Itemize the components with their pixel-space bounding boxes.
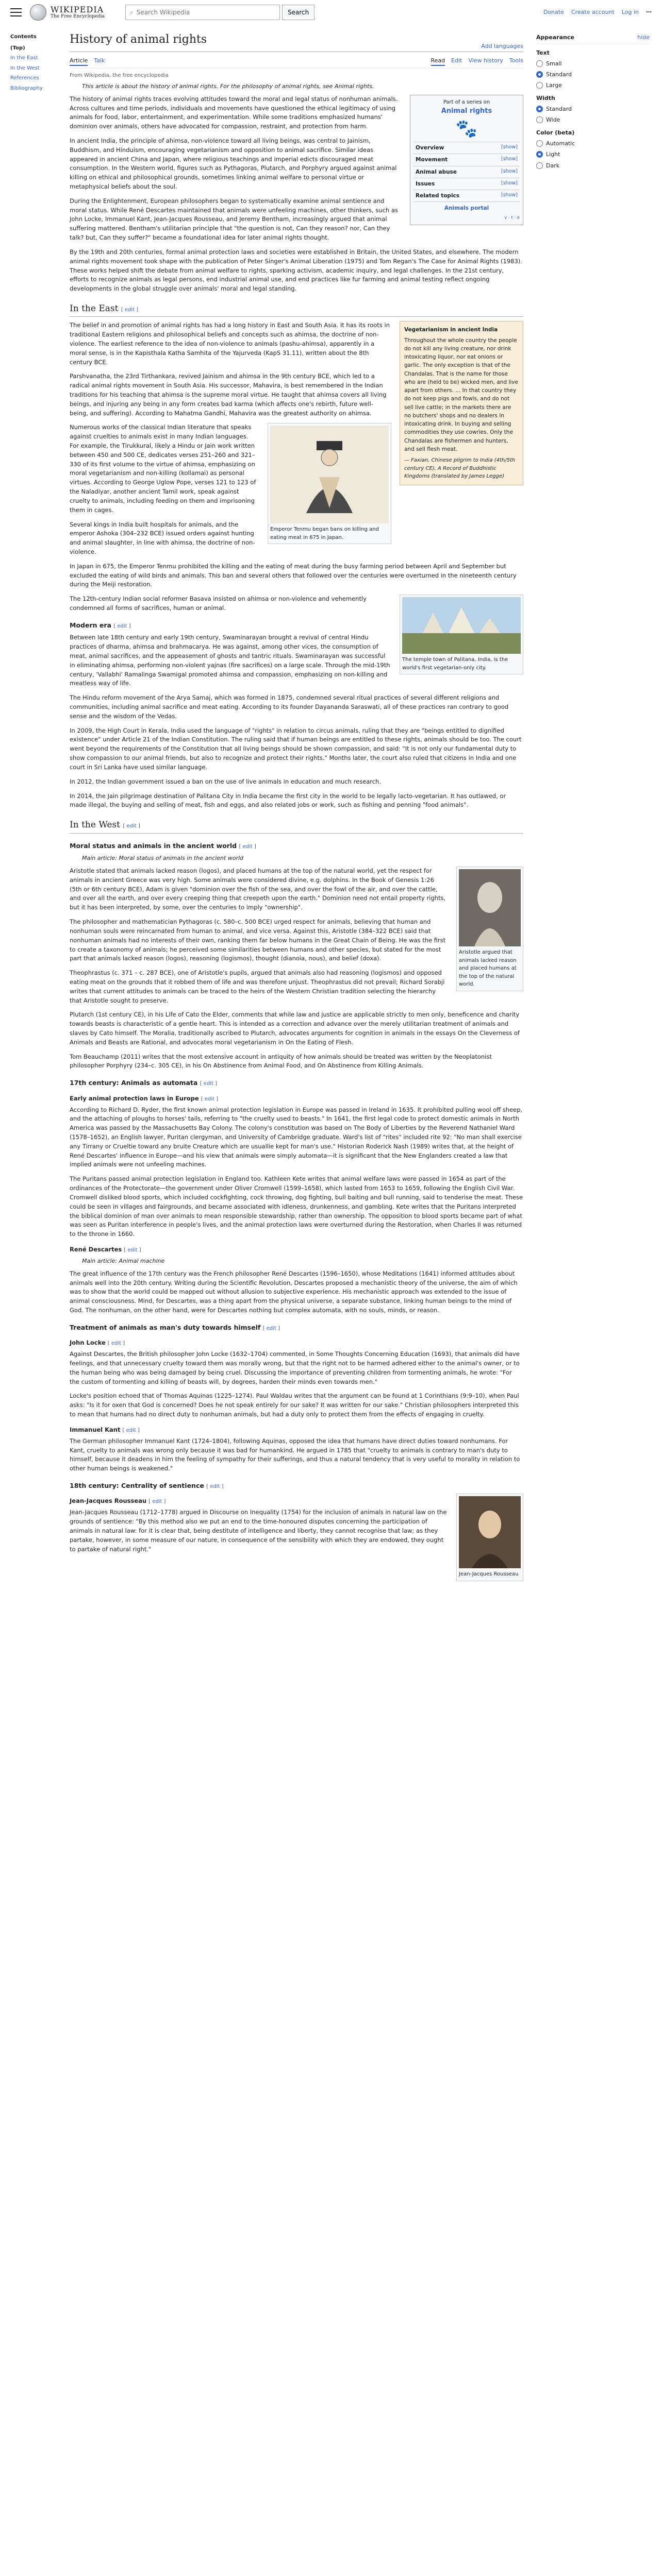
- edit-section-link[interactable]: edit: [266, 1325, 276, 1331]
- body-paragraph: In 2012, the Indian government issued a ban on the use of live animals in education and much research.: [70, 777, 381, 785]
- figure-caption: Jean-Jacques Rousseau: [459, 1571, 519, 1578]
- intro-paragraph: By the 19th and 20th centuries, formal animal protection laws and societies were established in Britain, the United States, and elsewhere. The modern animal rights movement took shape with the publication of Peter Singer's Animal Liberation (1975) and Tom Regan's The Case for Animal Rights (1983). These works helped shift the debate from animal welfare to rights, sparking activism, academic inquiry, and legal challenges. In the 21st century, efforts to recognize animals as legal persons, end industrial animal use, and end practices like fur farming and animal testing reflect ongoing developments in the global struggle over animals' moral and legal standing.: [70, 248, 522, 293]
- infobox-row-animal-abuse[interactable]: Animal abuse [show]: [413, 166, 520, 178]
- quote-box-vegetarianism: [400, 321, 523, 485]
- hatnote: This article is about the history of animal rights. For the philosophy of animal rights, see Animal rights.: [82, 82, 374, 90]
- tab-edit[interactable]: Edit: [451, 57, 462, 64]
- subsection-heading-duty: Treatment of animals as man's duty towards himself [ edit ]: [70, 1323, 280, 1331]
- color-label: Color (beta): [536, 129, 575, 137]
- body-paragraph: Tom Beauchamp (2011) writes that the most extensive account in antiquity of how animals should be treated was written by the Neoplatonist philosopher Porphyry (234–c. 305 CE), in his On Abstinence from Animal Food, and On Abstinence from Killing Animals.: [70, 1053, 492, 1070]
- subsection-heading-ancient: Moral status and animals in the ancient world [ edit ]: [70, 841, 256, 850]
- width-standard[interactable]: Standard: [536, 105, 650, 113]
- search-box[interactable]: [125, 5, 280, 20]
- text-size-small[interactable]: Small: [536, 59, 650, 68]
- main-article-note: Main article: Animal machine: [82, 1257, 165, 1264]
- width-label: Width: [536, 95, 555, 102]
- subsection-heading-modern-era: Modern era [ edit ]: [70, 621, 131, 629]
- edit-section-link[interactable]: edit: [111, 1341, 122, 1347]
- subsection-heading-17th-century: 17th century: Animals as automata [ edit ]: [70, 1079, 218, 1087]
- edit-section-link[interactable]: edit: [152, 1499, 162, 1505]
- donate-link[interactable]: Donate: [543, 9, 564, 16]
- body-paragraph: In 2014, the Jain pilgrimage destination of Palitana City in India became the first city in the world to be legally lacto-vegetarian. It has outlawed, or made illegal, the buying and selling of meat, fish and eggs, and also related jobs or work, such as fishing and penning "food animals".: [70, 792, 506, 809]
- tab-talk[interactable]: Talk: [94, 57, 105, 64]
- toc-item-east[interactable]: In the East: [10, 55, 38, 61]
- search-button[interactable]: Search: [282, 5, 315, 20]
- page-tabs: [70, 56, 523, 69]
- figure-emperor-tenmu: [268, 423, 391, 544]
- appearance-panel: [536, 33, 650, 172]
- edit-section-link[interactable]: edit: [127, 1247, 138, 1253]
- figure-caption: Emperor Tenmu began bans on killing and eating meat in 675 in Japan.: [270, 527, 379, 540]
- edit-section-link[interactable]: edit: [204, 1096, 215, 1102]
- body-paragraph: Against Descartes, the British philosopher John Locke (1632–1704) commented, in Some Thoughts Concerning Education (1693), that animals did have feelings, and that unnecessary cruelty toward them was morally wrong, but that the right not to be harmed adhered either to the animal's owner, or to the human being who was being damaged by being cruel. Discussing the importance of preventing children from tormenting animals, he wrote: "For the custom of tormenting and killing of beasts will, by degrees, harden their minds even towards men.": [70, 1350, 520, 1385]
- subsubsection-heading: John Locke [ edit ]: [70, 1339, 125, 1347]
- width-wide[interactable]: Wide: [536, 115, 650, 124]
- figure-caption: The temple town of Palitana, India, is the world's first vegetarian-only city.: [402, 657, 508, 671]
- infobox: [410, 95, 523, 225]
- body-paragraph: Aristotle stated that animals lacked reason (logos), and placed humans at the top of the natural world, yet the respect for animals in ancient Greece was very high. Some animals were considered divine, e.g. dolphins. In the Book of Genesis 1:26 (5th or 6th century BCE), Adam is given "dominion over the fish of the sea, and over the fowl of the air, and over the cattle, and over all the earth, and over every creeping thing that creepeth upon the earth." Dominion need not entail property rights, but it has been interpreted, by some, over the centuries to imply "ownership".: [70, 867, 446, 911]
- add-languages-button[interactable]: Add languages: [481, 43, 523, 50]
- edit-section-link[interactable]: edit: [117, 623, 127, 629]
- edit-section-link[interactable]: edit: [124, 307, 135, 313]
- body-paragraph: Locke's position echoed that of Thomas Aquinas (1225–1274). Paul Waldau writes that the argument can be found at 1 Corinthians (9:9–10), when Paul asks: "Is it for oxen that God is concerned? Does he not speak entirely for our sake? It was written for our sake." Christian philosophers interpreted this to mean that humans had no direct duty to nonhuman animals, but had a duty only to protect them from the effects of engaging in cruelty.: [70, 1392, 519, 1418]
- body-paragraph: Between late 18th century and early 19th century, Swaminarayan brought a revival of central Hindu practices of dharma, ahimsa and brahmacarya. He was against, among other vices, the consumption of meat, animal sacrifices, and the appeasement of ghosts and tantric rituals. Swaminarayan was successful in eliminating ahimsa, performing non-violent yajnas (fire sacrifices) on a large scale. Through the mid-19th century, 'Vallabhi' Ramalinga Swamigal promoted ahimsa and compassion, emphasizing on non-killing and meatless way of life.: [70, 634, 390, 687]
- infobox-vte[interactable]: v · t · e: [504, 215, 520, 221]
- body-paragraph: In Japan in 675, the Emperor Tenmu prohibited the killing and the eating of meat during the busy farming period between April and September but excluded the eating of wild birds and animals. This ban and several others that followed over the centuries were overturned in the nineteenth century during the Meiji restoration.: [70, 562, 517, 588]
- quote-box-title: Vegetarianism in ancient India: [404, 327, 498, 333]
- toc-item-top[interactable]: (Top): [10, 45, 25, 51]
- subsubsection-heading: Jean-Jacques Rousseau [ edit ]: [70, 1497, 166, 1505]
- logo-title: WIKIPEDIA: [51, 5, 104, 15]
- body-paragraph: Parshvanatha, the 23rd Tirthankara, revived Jainism and ahimsa in the 9th century BCE, which led to a radical animal rights movement in South Asia. His successor, Mahavira, is best remembered in the Indian traditions for his teaching that ahimsa is the supreme moral virtue. He taught that ahimsa covers all living beings, and injuring any being in any form creates bad karma (which affects one's rebirth, future well-being, and suffering). According to Mahatma Gandhi, Mahavira was the greatest authority on ahimsa.: [70, 372, 387, 417]
- infobox-row-overview[interactable]: Overview [show]: [413, 142, 520, 154]
- globe-icon: [30, 4, 46, 21]
- more-options-icon[interactable]: ⋯: [646, 9, 652, 16]
- body-paragraph: The Hindu reform movement of the Arya Samaj, which was formed in 1875, condemned several ritual practices of several different religions and communities, including animal sacrifice and meat eating. According to its founder Dayananda Saraswati, all of these practices ran contrary to good sense and the wisdom of the Vedas.: [70, 694, 509, 720]
- text-size-large[interactable]: Large: [536, 81, 650, 90]
- table-of-contents: [10, 33, 62, 94]
- edit-section-link[interactable]: edit: [242, 843, 253, 850]
- emperor-tenmu-image[interactable]: [270, 426, 389, 523]
- infobox-row-issues[interactable]: Issues [show]: [413, 178, 520, 190]
- main-article-note: Main article: Moral status of animals in the ancient world: [82, 855, 244, 861]
- menu-icon[interactable]: [10, 8, 22, 16]
- text-size-standard[interactable]: Standard: [536, 70, 650, 79]
- text-size-label: Text: [536, 49, 550, 57]
- body-paragraph: Several kings in India built hospitals for animals, and the emperor Ashoka (304–232 BCE) issued orders against hunting and animal slaughter, in line with ahimsa, the doctrine of non-violence.: [70, 520, 255, 555]
- body-paragraph: In 2009, the High Court in Kerala, India used the language of "rights" in relation to circus animals, ruling that they are "beings entitled to dignified existence" under Article 21 of the Indian Constitution. The ruling said that if human beings are entitled to these rights, animals should be too. The court went beyond the requirements of the Constitution that all living beings should be shown compassion, and said: "It is not only our fundamental duty to show compassion to our animal friends, but also to recognize and protect their rights." Months later, the court also ruled that citizens in India and one court in Sri Lanka have used similar language.: [70, 726, 522, 771]
- appearance-title: Appearance: [536, 34, 574, 41]
- tab-read[interactable]: Read: [431, 56, 445, 66]
- animals-portal-link[interactable]: Animals portal: [413, 201, 520, 214]
- edit-section-link[interactable]: edit: [210, 1483, 220, 1489]
- from-wikipedia: From Wikipedia, the free encyclopedia: [70, 73, 169, 79]
- tab-article[interactable]: Article: [70, 56, 88, 66]
- quote-box-body: Throughout the whole country the people do not kill any living creature, nor drink intoxicating liquor, nor eat onions or garlic. The only exception is that of the Chandalas. That is the name for those who are (held to be) wicked men, and live apart from others. ... In that country they do not keep pigs and fowls, and do not sell live cattle; in the markets there are no butchers' shops and no dealers in intoxicating drink. In buying and selling commodities they use cowries. Only the Chandalas are fishermen and hunters, and sell flesh meat.: [404, 337, 518, 452]
- logo-subtitle: The Free Encyclopedia: [51, 13, 105, 19]
- toc-title: Contents: [10, 34, 37, 40]
- figure-aristotle: [456, 867, 523, 991]
- aristotle-bust-image[interactable]: [459, 869, 521, 946]
- appearance-hide-button[interactable]: hide: [637, 34, 650, 41]
- infobox-row-movement[interactable]: Movement [show]: [413, 154, 520, 165]
- body-paragraph: Plutarch (1st century CE), in his Life of Cato the Elder, comments that while law and justice are applicable strictly to men only, beneficence and charity towards beasts is characteristic of a gentle heart. This is intended as a correction and advance over the merely utilitarian treatment of animals and slaves by Cato himself. The Moralia, traditionally ascribed to Plutarch, advocates arguments for cognition in animals in the essays On the Cleverness of Animals and Beasts are Rational, and advocates moral vegetarianism in On the Eating of Flesh.: [70, 1011, 520, 1046]
- color-automatic[interactable]: Automatic: [536, 139, 650, 148]
- subsubsection-heading: Immanuel Kant [ edit ]: [70, 1426, 140, 1433]
- body-paragraph: The 12th-century Indian social reformer Basava insisted on ahimsa or non-violence and vehemently condemned all forms of sacrifices, human or animal.: [70, 595, 367, 612]
- edit-section-link[interactable]: edit: [203, 1081, 213, 1087]
- body-paragraph: Theophrastus (c. 371 – c. 287 BCE), one of Aristotle's pupils, argued that animals also had reasoning (logismos) and opposed eating meat on the grounds that it robbed them of life and was therefore unjust. Theophrastus did not prevail; Richard Sorabji writes that current attitudes to animals can be traced to the heirs of the Western Christian tradition selecting the hierarchy that Aristotle sought to preserve.: [70, 969, 445, 1004]
- search-input[interactable]: [137, 9, 275, 16]
- subsection-heading-18th-century: 18th century: Centrality of sentience [ edit ]: [70, 1481, 224, 1489]
- intro-paragraph: In ancient India, the principle of ahimsa, non-violence toward all living beings, was central to Jainism, Buddhism, and Hinduism, encouraging vegetarianism and opposition to animal sacrifice. Similar ideas appeared in ancient China and Japan, where religious teachings and imperial edicts discouraged meat consumption. In the Western world, figures such as Pythagoras, Plutarch, and Porphyry argued against animal killing on ethical and philosophical grounds, sometimes linking animal welfare to personal virtue or metaphysical beliefs about the soul.: [70, 137, 397, 190]
- create-account-link[interactable]: Create account: [571, 9, 615, 16]
- tab-tools[interactable]: Tools: [509, 57, 523, 64]
- infobox-pre: Part of a series on: [443, 99, 490, 105]
- toc-item-west[interactable]: In the West: [10, 65, 40, 71]
- wikipedia-logo[interactable]: [30, 4, 105, 21]
- body-paragraph: The belief in and promotion of animal rights has had a long history in East and South Asia. It has its roots in traditional Eastern religions and philosophical beliefs and concepts such as ahimsa, the doctrine of non-violence. The earliest reference to the idea of non-violence to animals (pashu-ahimsa), apparently in a moral sense, is in the Kapisthala Katha Samhita of the Yajurveda (KapS 31.11), written about the 8th century BCE.: [70, 321, 390, 366]
- search-icon: ⌕: [129, 8, 134, 16]
- page-title: History of animal rights: [70, 33, 207, 46]
- body-paragraph: Numerous works of the classical Indian literature that speaks against cruelties to animals exist in many Indian languages. For example, the Tirukkural, likely a Hindu or Jain work written between 450 and 500 CE, dedicates verses 251–260 and 321–330 of its first volume to the virtue of ahimsa, emphasizing on moral vegetarianism and non-killing (kollamai) as personal virtues. According to George Uglow Pope, verses 121 to 123 of the Naladiyar, another ancient Tamil work, speak against cruelty to animals, including feeding on them and imprisoning them in cages.: [70, 423, 256, 514]
- section-heading-east: In the East [ edit ]: [70, 302, 523, 317]
- login-link[interactable]: Log in: [621, 9, 639, 16]
- color-light[interactable]: Light: [536, 150, 650, 159]
- subsubsection-heading: Early animal protection laws in Europe [ edit ]: [70, 1094, 219, 1102]
- edit-section-link[interactable]: edit: [126, 1427, 136, 1433]
- site-header: [0, 0, 662, 25]
- toc-item-bibliography[interactable]: Bibliography: [10, 85, 43, 91]
- body-paragraph: The German philosopher Immanuel Kant (1724–1804), following Aquinas, opposed the idea that humans have direct duties toward nonhumans. For Kant, cruelty to animals was wrong only because it was bad for humankind. He argued in 1785 that "cruelty to animals is contrary to man's duty to himself, because it deadens in him the feeling of sympathy for their sufferings, and thus a natural tendency that is very useful to morality in relation to other human beings is weakened.": [70, 1437, 520, 1472]
- intro-paragraph: During the Enlightenment, European philosophers began to systematically examine animal sentience and moral status. While René Descartes maintained that animals were unfeeling machines, other thinkers, such as John Locke, Immanuel Kant, Jean-Jacques Rousseau, and Jeremy Bentham, increasingly argued that animal suffering mattered. Bentham's utilitarian principle that "the question is not, Can they reason? nor, Can they talk? but, Can they suffer?" became a foundational idea for later animal rights thought.: [70, 197, 398, 242]
- intro-paragraph: The history of animal rights traces evolving attitudes toward the moral and legal status of nonhuman animals. Across cultures and time periods, individuals and movements have questioned the ethical legitimacy of using animals for food, labor, entertainment, and experimentation. While some traditions emphasized humans' dominion over animals, others have advocated for compassion, restraint, and protection from harm.: [70, 95, 398, 130]
- tab-view-history[interactable]: View history: [468, 57, 503, 64]
- toc-item-references[interactable]: References: [10, 75, 39, 81]
- palitana-temple-image[interactable]: [402, 597, 521, 654]
- infobox-row-related[interactable]: Related topics [show]: [413, 190, 520, 201]
- color-dark[interactable]: Dark: [536, 161, 650, 170]
- edit-section-link[interactable]: edit: [126, 823, 137, 829]
- infobox-title[interactable]: Animal rights: [441, 107, 492, 115]
- article-body: [70, 31, 523, 1586]
- body-paragraph: Jean-Jacques Rousseau (1712–1778) argued in Discourse on Inequality (1754) for the inclusion of animals in natural law on the grounds of sentience: "By this method also we put an end to the time-honoured disputes concerning the participation of animals in natural law: for it is clear that, being destitute of intelligence and liberty, they cannot recognise that law; as they partake, however, in some measure of our nature, in consequence of the sensibility with which they are endowed, they ought to partake of natural right.": [70, 1509, 447, 1553]
- body-paragraph: According to Richard D. Ryder, the first known animal protection legislation in Europe was passed in Ireland in 1635. It prohibited pulling wool off sheep, and the attaching of ploughs to horses' tails, referring to "the cruelty used to beasts." In 1641, the first legal code to protect domestic animals in North America was passed by the Massachusetts Bay Colony. The colony's constitution was based on The Body of Liberties by the Reverend Nathaniel Ward (1578–1652), an English lawyer, Puritan clergyman, and University of Cambridge graduate. Ward's list of "rites" included rite 92: "No man shall exercise any Tirrany or Crueltie toward any bruite Creature which are usuallie kept for man's use." Historian Roderick Nash (1989) writes that, at the height of René Descartes' influence in Europe—and his view that animals were simply automata—it is significant that the New Englanders created a law that implied animals were not unfeeling machines.: [70, 1106, 523, 1168]
- figure-rousseau: [456, 1494, 523, 1581]
- figure-caption: Aristotle argued that animals lacked reason and placed humans at the top of the natural world.: [459, 950, 517, 988]
- quote-box-signature: — Faxian, Chinese pilgrim to India (4th/5th century CE), A Record of Buddhistic Kingdoms (translated by James Legge): [404, 457, 516, 480]
- section-heading-west: In the West [ edit ]: [70, 818, 523, 833]
- body-paragraph: The philosopher and mathematician Pythagoras (c. 580–c. 500 BCE) urged respect for animals, believing that human and nonhuman souls were reincarnated from human to animal, and vice versa. Against this, Aristotle (384–322 BCE) said that nonhuman animals had no interests of their own, ranking them far below humans in the Great Chain of Being. He was the first to create a taxonomy of animals; he perceived some similarities between humans and other species, but stated for the most part that animals lacked reason (logos), reasoning (logismos), thought (dianoia, nous), and belief (doxa).: [70, 918, 446, 962]
- subsubsection-heading: René Descartes [ edit ]: [70, 1245, 141, 1253]
- rousseau-portrait-image[interactable]: [459, 1496, 521, 1568]
- body-paragraph: The Puritans passed animal protection legislation in England too. Kathleen Kete writes that animal welfare laws were passed in 1654 as part of the ordinances of the Protectorate—the government under Oliver Cromwell (1599–1658), which lasted from 1653 to 1659, following the English Civil War. Cromwell disliked blood sports, which included cockfighting, cock throwing, dog fighting, bull baiting and bull running, said to tenderise the meat. These could be seen in villages and fairgrounds, and became associated with idleness, drunkenness, and gambling. Kete writes that the Puritans interpreted the biblical dominion of man over animals to mean responsible stewardship, rather than ownership. The opposition to blood sports became part of what was seen as Puritan interference in people's lives, and the animal protection laws were overturned during the Restoration, when Charles II was returned to the throne in 1660.: [70, 1175, 523, 1238]
- figure-palitana: [400, 595, 523, 674]
- body-paragraph: The great influence of the 17th century was the French philosopher René Descartes (1596–1650), whose Meditations (1641) informed attitudes about animals well into the 20th century. Writing during the Scientific Revolution, Descartes proposed a mechanistic theory of the universe, the aim of which was to show that the world could be mapped out without allusion to subjective experience. His mechanistic approach was extended to the issue of animal consciousness. Mind, for Descartes, was a thing apart from the physical universe, a separate substance, linking human beings to the mind of God. The nonhuman, on the other hand, were for Descartes nothing but complex automata, with no souls, minds, or reason.: [70, 1269, 518, 1314]
- paw-icon: 🐾: [455, 118, 478, 140]
